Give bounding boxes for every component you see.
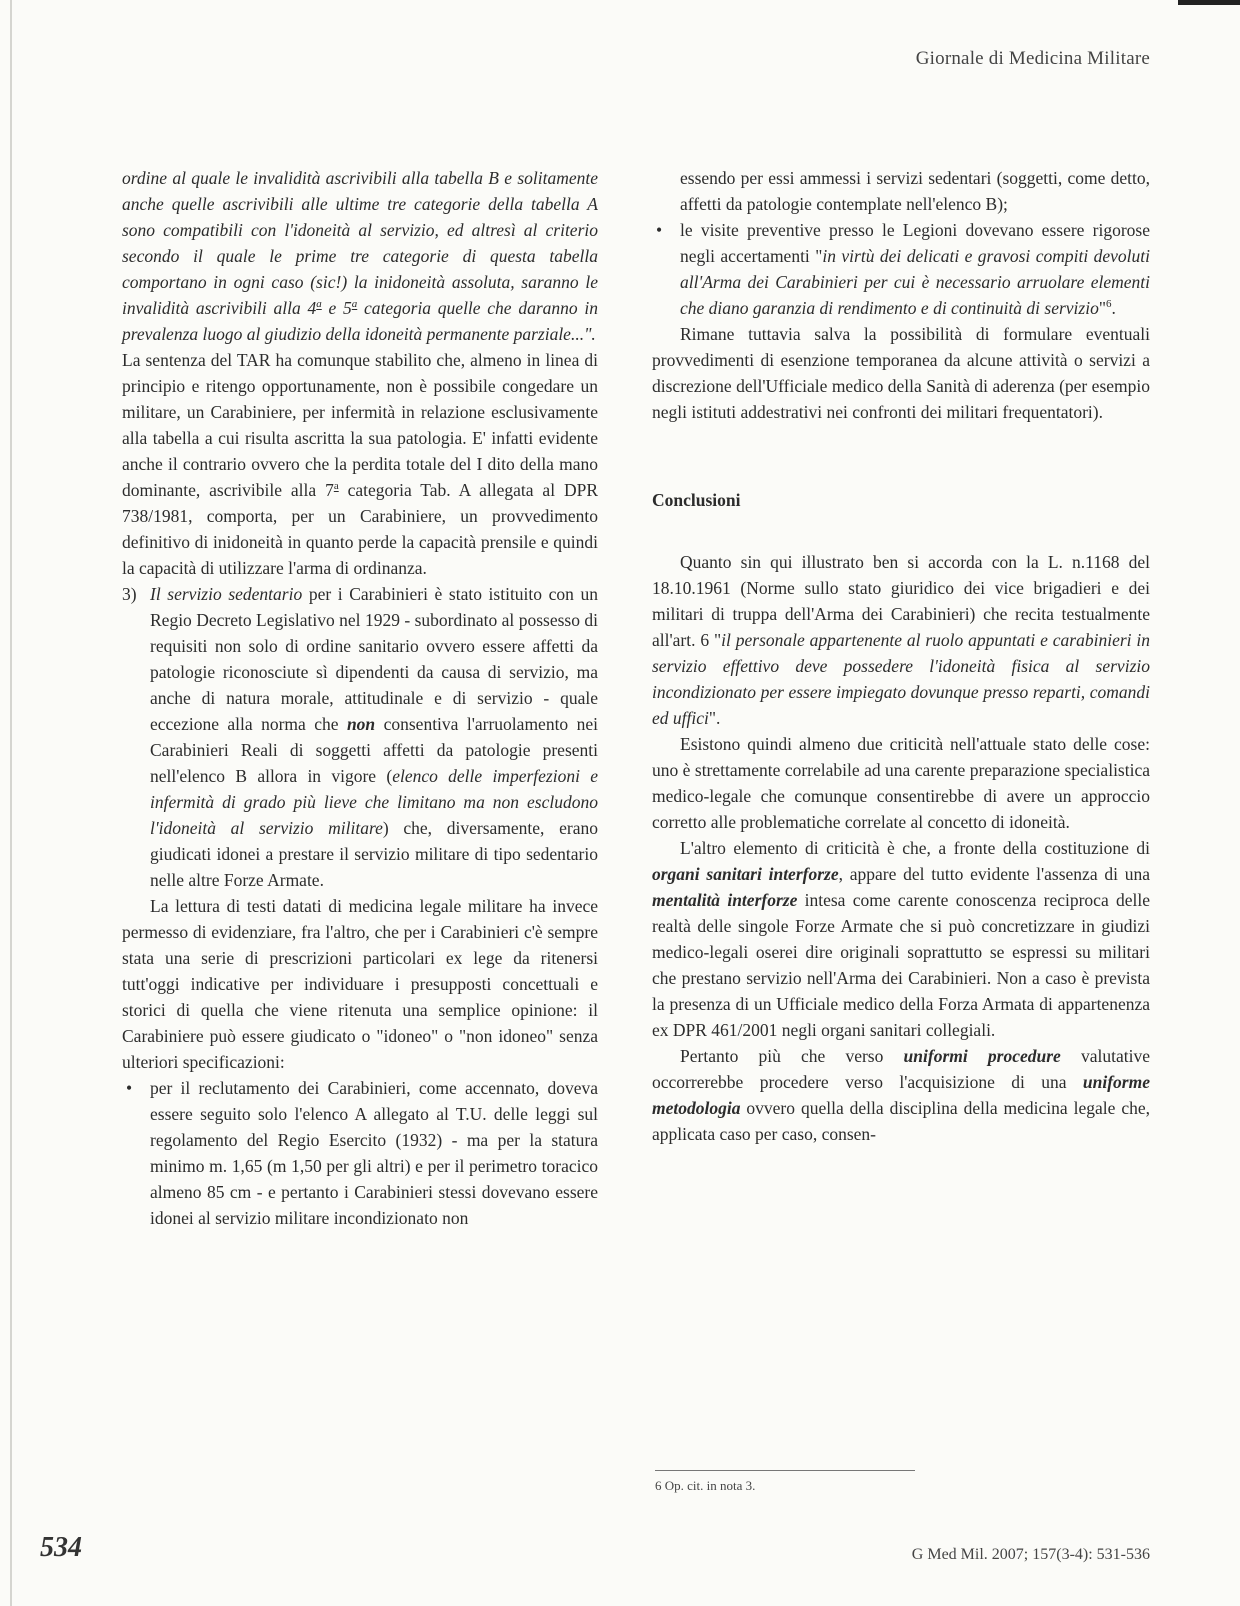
footnote: 6 Op. cit. in nota 3.	[655, 1478, 756, 1493]
list-item-3: 3) Il servizio sedentario per i Carabinieri è stato istituito con un Regio Decreto Legislativo nel 1929 - subordinato al possesso di requisiti non solo di ordine sanitario ovvero essere affetti da patologie riconosciute sì dipendenti da causa di servizio, ma anche di natura morale, attitudinale e di servizio - quale eccezione alla norma che non consentiva l'arruolamento nei Carabinieri Reali di soggetti affetti da patologie presenti nell'elenco B allora in vigore (elenco delle imperfezioni e infermità di grado più lieve che limitano ma non escludono l'idoneità al servizio militare) che, diversamente, erano giudicati idonei a prestare il servizio militare di tipo sedentario nelle altre Forze Armate.	[122, 584, 598, 890]
list-item: • per il reclutamento dei Carabinieri, come accennato, doveva essere seguito solo l'elenco A allegato al T.U. delle leggi sul regolamento del Regio Esercito (1932) - ma per la statura minimo m. 1,65 (m 1,50 per gli altri) e per il perimetro toracico almeno 85 cm - e pertanto i Carabinieri stessi dovevano essere idonei al servizio militare incondizionato non	[126, 1078, 598, 1228]
page-corner-mark	[1178, 0, 1240, 5]
pertanto-paragraph: Pertanto più che verso uniformi procedure valutative occorrerebbe procedere verso l'acquisizione di una uniforme metodologia ovvero quella della disciplina della medicina legale che, applicata caso per caso, consen-	[652, 1046, 1150, 1144]
running-header: Giornale di Medicina Militare	[915, 48, 1150, 69]
left-column	[122, 165, 598, 1231]
quanto-paragraph: Quanto sin qui illustrato ben si accorda con la L. n.1168 del 18.10.1961 (Norme sullo stato giuridico dei vice brigadieri e dei militari di truppa dell'Arma dei Carabinieri) che recita testualmente all'art. 6 "il personale appartenente al ruolo appuntati e carabinieri in servizio effettivo deve possedere l'idoneità fisica al servizio incondizionato per essere impiegato dovunque presso reparti, comandi ed uffici".	[652, 552, 1150, 728]
tar-paragraph: La sentenza del TAR ha comunque stabilito che, almeno in linea di principio e ritengo opportunamente, non è possibile congedare un militare, un Carabiniere, per infermità in relazione esclusivamente alla tabella a cui risulta ascritta la sua patologia. E' infatti evidente anche il contrario ovvero che la perdita totale del I dito della mano dominante, ascrivibile alla 7$^a$ categoria Tab. A allegata al DPR 738/1981, comporta, per un Carabiniere, un provvedimento definitivo di inidoneità in quanto perde la capacità prensile e quindi la capacità di utilizzare l'arma di ordinanza.	[122, 350, 598, 578]
right-column	[652, 165, 1150, 1147]
bullet-continuation: essendo per essi ammessi i servizi sedentari (soggetti, come detto, affetti da patologie contemplate nell'elenco B);	[680, 168, 1150, 214]
footnote-divider	[655, 1470, 915, 1471]
quote-continuation: ordine al quale le invalidità ascrivibili alla tabella B e solitamente anche quelle ascrivibili alle ultime tre categorie della tabella A sono compatibili con l'idoneità al servizio, ed altresì al criterio secondo il quale le prime tre categorie di questa tabella comportano in ogni caso (sic!) la inidoneità assoluta, saranno le invalidità ascrivibili alla 4$^a$ e 5$^a$ categoria quelle che daranno in prevalenza luogo al giudizio della idoneità permanente parziale...".	[122, 168, 598, 344]
page-number: 534	[40, 1532, 82, 1563]
esistono-paragraph: Esistono quindi almeno due criticità nell'attuale stato delle cose: uno è strettamente correlabile ad una carente preparazione specialistica medico-legale che comunque consentirebbe di avere un approccio corretto alle problematiche correlate al concetto di idoneità.	[652, 734, 1150, 832]
journal-citation: G Med Mil. 2007; 157(3-4): 531-536	[911, 1546, 1150, 1563]
altro-paragraph: L'altro elemento di criticità è che, a fronte della costituzione di organi sanitari interforze, appare del tutto evidente l'assenza di una mentalità interforze intesa come carente conoscenza reciproca delle realtà delle singole Forze Armate che si può concretizzare in giudizi medico-legali oserei dire originali soprattutto se espressi su militari che prestano servizio nell'Arma dei Carabinieri. Non a caso è prevista la presenza di un Ufficiale medico della Forza Armata di appartenenza ex DPR 461/2001 negli organi sanitari collegiali.	[652, 838, 1150, 1040]
lettura-paragraph: La lettura di testi datati di medicina legale militare ha invece permesso di evidenziare, fra l'altro, che per i Carabinieri c'è sempre stata una serie di prescrizioni particolari ex lege da ritenersi tutt'oggi indicative per individuare i presupposti concettuali e storici di quella che viene ritenuta una semplice opinione: il Carabiniere può essere giudicato o "idoneo" o "non idoneo" senza ulteriori specificazioni:	[122, 896, 598, 1072]
page-edge-shadow	[10, 0, 12, 1606]
section-title: Conclusioni	[652, 490, 741, 510]
requirements-list-continued	[652, 217, 1150, 321]
requirements-list	[122, 1075, 598, 1231]
list-item: • le visite preventive presso le Legioni dovevano essere rigorose negli accertamenti "in virtù dei delicati e gravosi compiti devoluti all'Arma dei Carabinieri per cui è necessario arruolare elementi che diano garanzia di rendimento e di continuità di servizio"$^6$.	[656, 220, 1151, 318]
rimane-paragraph: Rimane tuttavia salva la possibilità di formulare eventuali provvedimenti di esenzione temporanea da alcune attività o servizi a discrezione dell'Ufficiale medico della Sanità di aderenza (per esempio negli istituti addestrativi nei confronti dei militari frequentatori).	[652, 324, 1150, 422]
